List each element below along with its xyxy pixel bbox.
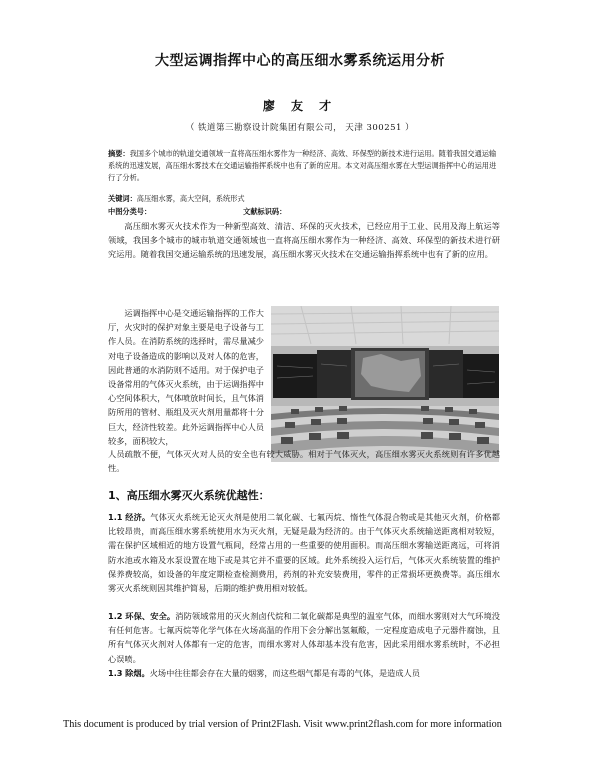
item-3-number: 1.3	[108, 668, 123, 678]
section-1-heading: 1、高压细水雾灭火系统优越性：	[108, 489, 270, 502]
item-3-label: 除烟。	[125, 668, 150, 678]
control-center-illustration	[271, 306, 499, 462]
classification-row	[108, 206, 500, 217]
abstract	[108, 148, 500, 184]
paper-title: 大型运调指挥中心的高压细水雾系统运用分析	[155, 53, 445, 69]
clc-label: 中图分类号：	[108, 207, 152, 216]
section-1-item-2	[108, 609, 500, 666]
abstract-text: 我国多个城市的轨道交通领域一直将高压细水雾作为一种经济、高效、环保型的新技术进行运用。随着我国交通运输系统的迅速发展，高压细水雾技术在交通运输指挥系统中也有了新的应用。本文对高压细水雾在大型运调指挥中心的运用进行了分析。	[108, 149, 497, 182]
abstract-label: 摘要：	[108, 149, 130, 158]
section-1-item-3	[108, 666, 500, 680]
item-1-number: 1.1	[108, 512, 123, 522]
author-name: 廖 友 才	[262, 99, 338, 113]
section-1-item-1	[108, 510, 500, 595]
continuation-paragraph: 人员疏散不便，气体灭火对人员的安全也有较大威胁。相对于气体灭火，高压细水雾灭火系统则有许多优越性。	[108, 449, 500, 474]
item-1-label: 经济。	[125, 512, 151, 522]
keywords-text: 高压细水雾，高大空间，系统形式	[136, 194, 245, 203]
item-1-text: 气体灭火系统无论灭火剂是使用二氧化碳、七氟丙烷、惰性气体混合物或是其他灭火剂，价格都比较昂贵，而高压细水雾系统使用水为灭火剂，无疑是最为经济的。由于气体灭火系统输送距离相对较短，需在保护区域相近的地方设置气瓶间，经常占用的一些重要的使用面积。而高压细水雾输送距离远，可将消防水池或水箱及水泵设置在地下或是其它并不重要的区域。此外系统投入运行后，气体灭火系统装置的维护保养费较高，如设备的年度定期检查检测费用，药剂的补充安装费用，零件的正常损坏更换费等。高压细水雾灭火系统则因其维护简易，后期的维护费用相对较低。	[108, 512, 500, 594]
keywords-label: 关键词：	[108, 194, 137, 203]
control-center-photo	[271, 306, 499, 462]
column-paragraph: 运调指挥中心是交通运输指挥的工作大厅，火灾时的保护对象主要是电子设备与工作人员。在消防系统的选择时，需尽量减少对电子设备造成的影响以及对人体的危害，因此普通的水消防则不适用。对于保护电子设备常用的气体灭火系统，由于运调指挥中心空间体积大，气体喷放时间长，且气体消防所用的管材、瓶组及灭火剂用量都将十分巨大，经济性较差。此外运调指挥中心人员较多，面积较大，	[108, 308, 264, 446]
item-2-number: 1.2	[108, 611, 123, 621]
keywords	[108, 193, 500, 204]
item-2-text: 消防领域常用的灭火剂卤代烷和二氧化碳都是典型的温室气体，而细水雾则对大气环境没有任何危害。七氟丙烷等化学气体在火场高温的作用下会分解出氢氟酸，一定程度造成电子元器件腐蚀，且所有气体灭火剂对人体都有一定的危害，而细水雾对人体却基本没有危害，因此采用细水雾系统时，不必担心误喷。	[108, 611, 500, 664]
trial-watermark-footer: This document is produced by trial version of Print2Flash. Visit www.print2flash.com for more information	[63, 719, 502, 730]
author-affiliation: （ 铁道第三勘察设计院集团有限公司， 天津 300251 ）	[185, 123, 415, 133]
doc-code-label: 文献标识码：	[243, 207, 287, 216]
intro-paragraph: 高压细水雾灭火技术作为一种新型高效、清洁、环保的灭火技术，已经应用于工业、民用及海上航运等领域，我国多个城市的城市轨道交通领域也一直将高压细水雾作为一种经济、高效、环保型的新技术进行研究运用。随着我国交通运输系统的迅速发展，高压细水雾灭火技术在交通运输指挥系统中也有了新的应用。	[108, 221, 500, 260]
item-3-text: 火场中往往都会存在大量的烟雾，而这些烟气都是有毒的气体，是造成人员	[149, 668, 420, 678]
item-2-label: 环保、安全。	[125, 611, 176, 621]
